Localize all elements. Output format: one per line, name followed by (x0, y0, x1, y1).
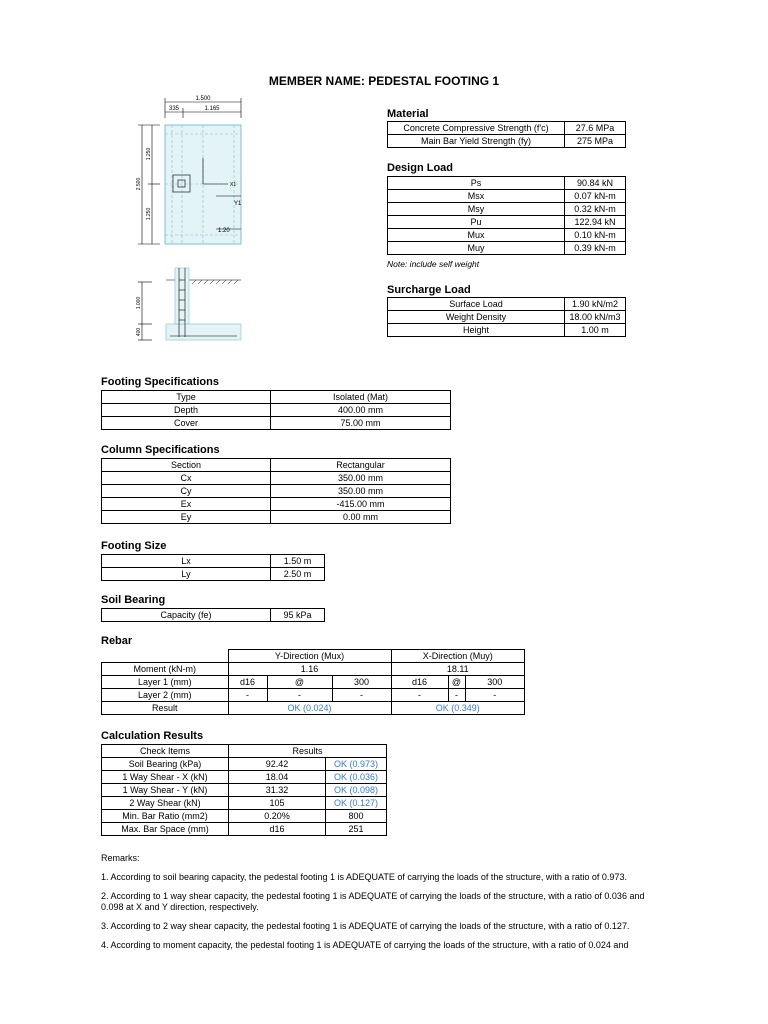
surcharge-table (387, 297, 626, 337)
table-row: Result OK (0.024) OK (0.349) (102, 702, 525, 715)
section-view (138, 268, 241, 340)
remarks-heading: Remarks: (101, 853, 140, 863)
label-scale: 1.20 (218, 228, 230, 234)
table-row: Ex -415.00 mm (102, 498, 451, 511)
table-row: 2 Way Shear (kN) 105 OK (0.127) (102, 797, 387, 810)
table-row: 1 Way Shear - X (kN) 18.04 OK (0.036) (102, 771, 387, 784)
dim-right: 1.165 (204, 106, 220, 112)
column-spec-table (101, 458, 451, 524)
soil-bearing-table (101, 608, 325, 622)
dim-total-y: 2.500 (136, 177, 142, 191)
table-row: Y-Direction (Mux) X-Direction (Muy) (102, 650, 525, 663)
calc-table (101, 744, 387, 836)
table-row: Type Isolated (Mat) (102, 391, 451, 404)
table-row: Cover 75.00 mm (102, 417, 451, 430)
table-row: Section Rectangular (102, 459, 451, 472)
footing-spec-table (101, 390, 451, 430)
table-row: Msx 0.07 kN-m (388, 190, 626, 203)
table-row: Ps 90.84 kN (388, 177, 626, 190)
dim-bottom: 1.250 (146, 207, 152, 221)
self-weight-note: Note: include self weight (387, 259, 480, 269)
result-y-badge: OK (0.024) (228, 702, 391, 715)
table-row: Min. Bar Ratio (mm2) 0.20% 800 (102, 810, 387, 823)
table-row: Muy 0.39 kN-m (388, 242, 626, 255)
table-row: Pu 122.94 kN (388, 216, 626, 229)
surcharge-heading: Surcharge Load (387, 284, 471, 296)
table-row: Msy 0.32 kN-m (388, 203, 626, 216)
rebar-table (101, 649, 525, 715)
rebar-heading: Rebar (101, 635, 133, 647)
material-heading: Material (387, 108, 429, 120)
remark-item: 4. According to moment capacity, the pedestal footing 1 is ADEQUATE of carrying the loads of the structure, with a ratio of 0.024 and (101, 940, 629, 950)
material-table (387, 121, 626, 148)
table-row: Mux 0.10 kN-m (388, 229, 626, 242)
soil-bearing-heading: Soil Bearing (101, 594, 166, 606)
dim-total-x: 1.500 (195, 96, 211, 102)
ground-hatch (192, 280, 238, 284)
dim-top: 1.250 (146, 147, 152, 161)
table-row: Ey 0.00 mm (102, 511, 451, 524)
design-load-heading: Design Load (387, 162, 454, 174)
table-row: Soil Bearing (kPa) 92.42 OK (0.973) (102, 758, 387, 771)
table-row: Height 1.00 m (388, 324, 626, 337)
table-row: Capacity (fe) 95 kPa (102, 609, 325, 622)
footing-drawing (130, 92, 250, 352)
label-y1: Y1 (234, 201, 242, 207)
table-row: Layer 1 (mm) d16 @ 300 d16 @ 300 (102, 676, 525, 689)
page-title: MEMBER NAME: PEDESTAL FOOTING 1 (268, 74, 500, 88)
table-row: Weight Density 18.00 kN/m3 (388, 311, 626, 324)
table-row: Cx 350.00 mm (102, 472, 451, 485)
design-load-table (387, 176, 626, 255)
table-row: Layer 2 (mm) - - - - - - (102, 689, 525, 702)
table-row: Ly 2.50 m (102, 568, 325, 581)
remark-item: 3. According to 2 way shear capacity, the pedestal footing 1 is ADEQUATE of carrying the loads of the structure, with a ratio of 0.127. (101, 921, 630, 931)
table-row: Check Items Results (102, 745, 387, 758)
calc-heading: Calculation Results (101, 730, 204, 742)
table-row: Surface Load 1.90 kN/m2 (388, 298, 626, 311)
table-row: Cy 350.00 mm (102, 485, 451, 498)
footing-size-table (101, 554, 325, 581)
table-row: Main Bar Yield Strength (fy) 275 MPa (388, 135, 626, 148)
column-spec-heading: Column Specifications (101, 444, 220, 456)
footing-size-heading: Footing Size (101, 540, 167, 552)
remark-item: 1. According to soil bearing capacity, the pedestal footing 1 is ADEQUATE of carrying the loads of the structure, with a ratio of 0.973. (101, 872, 627, 882)
table-row: Concrete Compressive Strength (f'c) 27.6 MPa (388, 122, 626, 135)
remark-item: 2. According to 1 way shear capacity, the pedestal footing 1 is ADEQUATE of carrying the loads of the structure, with a ratio of 0.036 and 0.098 at X and Y direction, respectively. (101, 891, 645, 912)
table-row: Lx 1.50 m (102, 555, 325, 568)
result-x-badge: OK (0.349) (391, 702, 525, 715)
dim-height: 1.000 (136, 296, 142, 310)
table-row: 1 Way Shear - Y (kN) 31.32 OK (0.098) (102, 784, 387, 797)
dim-left: 335 (168, 106, 180, 112)
dim-depth: 400 (136, 327, 142, 337)
table-row: Moment (kN-m) 1.16 18.11 (102, 663, 525, 676)
table-row: Depth 400.00 mm (102, 404, 451, 417)
remarks-section (101, 853, 661, 959)
footing-spec-heading: Footing Specifications (101, 376, 219, 388)
table-row: Max. Bar Space (mm) d16 251 (102, 823, 387, 836)
label-x1: X1 (230, 182, 237, 188)
